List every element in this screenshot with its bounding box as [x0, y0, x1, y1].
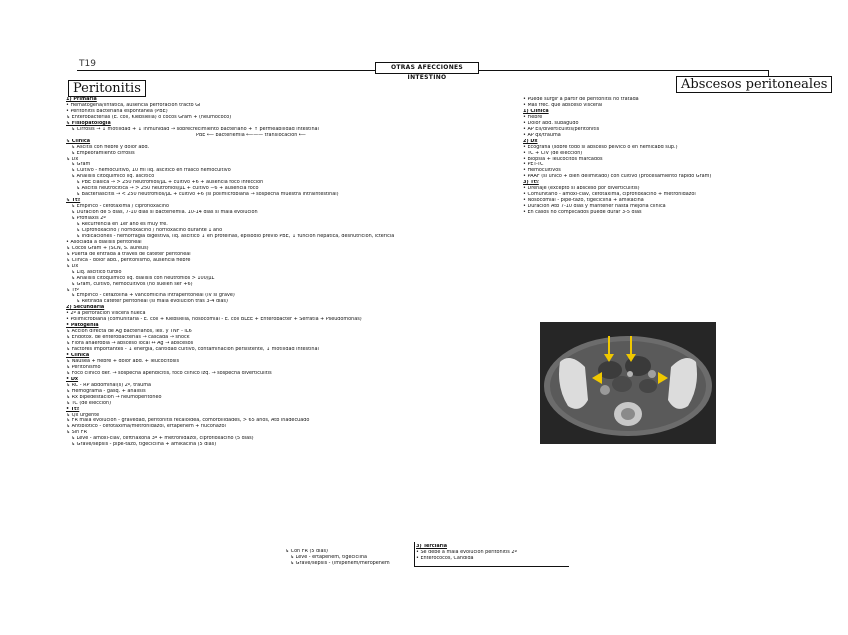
peritonitis-note-line: ↳ Cultivo - hemocultivo, 10 ml líq. ascítico en frasco hemocultivo	[71, 168, 231, 174]
abscesos-note-line: • TC + CIV (de elección)	[523, 150, 583, 156]
peritonitis-note-line: ↳ Hemograma - gasq. + análisis	[66, 388, 146, 394]
peritonitis-note-line: ↳ Grave/sepsis - (imipenem/meropenem	[290, 560, 390, 566]
abscesos-note-line: • Fiebre	[523, 114, 543, 120]
abscesos-note-line: • En casos no complicados puede durar 3-5 días	[523, 210, 642, 216]
ct-scan-image	[540, 322, 716, 444]
abscesos-note-line: • Puede surgir a partir de peritonitis no tratada	[523, 97, 639, 102]
peritonitis-note-line: ↳ Flora anaerobia → absceso local ↔ Ag → abscesos	[66, 341, 194, 347]
peritonitis-note-line: • Polimicrobiana (comunitaria - E. coli + Klebsiella, nosocomial - E. coli BLEE + Enterobacter + Serratia + Pseudomonas)	[66, 317, 362, 323]
peritonitis-note-line: ↳ Retirada catéter peritoneal (si mala evolución tras 3-4 días)	[76, 299, 228, 305]
terciaria-note-line: • Se debe a mala evolución peritonitis 2ª	[416, 549, 517, 555]
abscesos-note-line: • Ecografía (sobre todo si absceso pélvico o en hemicabd sup.)	[523, 144, 678, 150]
peritonitis-note-line: ↳ Clínica - dolor abd., peritonismo, ausencia fiebre	[66, 257, 191, 263]
peritonitis-note-line: • Ttº	[66, 406, 80, 412]
peritonitis-note-line: 1) Primaria	[66, 97, 97, 102]
section-title-abscesos: Abscesos peritoneales	[676, 76, 832, 93]
peritonitis-note-line: PBE ⟵ bacteriemia ⟵—— translocación ⟵	[196, 132, 306, 138]
peritonitis-note-line: ↳ Cirrosis → ↓ motilidad + ↓ inmunidad → sobrecrecimiento bacteriano + ↑ permeabilidad intestinal	[71, 126, 319, 132]
peritonitis-note-line: ↳ Análisis citoquímico líq. diálisis con neutrófilos > 100/μL	[71, 275, 215, 281]
peritonitis-note-line: ↳ Cocos Gram + (SCN, S. aureus)	[66, 245, 149, 251]
abscesos-note-line: 3) Ttº	[523, 180, 539, 186]
abscesos-note-line: • Drenaje (excepto si absceso por diverticulitis)	[523, 186, 640, 192]
peritonitis-note-line: ↳ Líq. ascítico turbio	[71, 269, 122, 275]
peritonitis-note-line: ↳ Bacteriascitis → < 250 neutrófilos/μL + cultivo +6 (si polimicrobiana → sospecha muestra intraintestinal)	[76, 192, 339, 198]
peritonitis-note-line: ↳ Fisiopatología	[66, 120, 111, 126]
terciaria-note-line: 3) Terciaria	[416, 544, 448, 549]
peritonitis-note-line: ↳ Duración de 5 días, 7-10 días si bacteriemia. 10-14 días si mala evolución	[71, 210, 258, 216]
peritonitis-note-line: ↳ Enterobacterias (E. coli, Klebsiella) o cocos Gram + (neumococo)	[66, 114, 232, 120]
terciaria-note-line: • Enterococos, Candida	[416, 555, 474, 561]
peritonitis-note-line: ↳ TC (de elección)	[66, 400, 112, 406]
peritonitis-note-line: • Peritonitis bacteriana espontánea (PBE)	[66, 108, 168, 114]
peritonitis-note-line: • 2ª a perforación víscera hueca	[66, 311, 146, 317]
peritonitis-note-line: ↳ Ascitis con fiebre y dolor abd.	[71, 144, 150, 150]
peritonitis-note-line: ↳ Gram, cultivo, hemocultivos (no suelen ser +6)	[71, 281, 193, 287]
peritonitis-note-line: • Patogenia	[66, 323, 99, 329]
peritonitis-note-line: • Asociada a diálisis peritoneal	[66, 239, 142, 245]
abscesos-note-line: • Más frec. que absceso visceral	[523, 102, 603, 108]
page-tag: T19	[79, 59, 96, 69]
peritonitis-note-line: ↳ Leve - ertapenem, tigeciclina	[290, 554, 368, 560]
peritonitis-note-line: ↳ Qx urgente	[66, 412, 100, 418]
peritonitis-note-line: ↳ PBE clásica → > 250 neutrófilos/μL + cultivo +6 + ausencia foco infección	[76, 180, 264, 186]
peritonitis-note-line: ↳ Profilaxis 2ª	[71, 216, 106, 222]
peritonitis-note-line: ↳ Antibiótico - cefotaxima/metronidazol, ertapenem + fluconazol	[66, 424, 226, 430]
peritonitis-note-line: ↳ Empírico - cefotaxima / ciprofloxacino	[71, 204, 169, 210]
peritonitis-note-line: ↳ Rx bipedestación → neumoperitoneo	[66, 394, 162, 400]
peritonitis-note-line: • Dx	[66, 376, 79, 382]
peritonitis-note-line: ↳ Endotox. de enterobacterias → cascada → shock	[66, 335, 190, 341]
peritonitis-note-line: ↳ Empírico - cefazolina + vancomicina intraperitoneal (IV si grave)	[71, 293, 235, 299]
abscesos-note-line: 1) Clínica	[523, 108, 549, 114]
abscesos-note-line: 2) Dx	[523, 138, 538, 144]
peritonitis-note-line: ↳ Náusea + fiebre + dolor abd. + leucocitosis	[66, 358, 180, 364]
peritonitis-note-line: 2) Secundaria	[66, 305, 105, 311]
peritonitis-note-line: ↳ Recurrencia en 1er año es muy fre.	[76, 222, 168, 228]
abscesos-note-line: • Dolor abd. subagudo	[523, 120, 579, 126]
peritonitis-note-line: ↳ Con FR (5 días)	[285, 549, 328, 554]
abscesos-note-line: • PET-TC	[523, 162, 544, 168]
peritonitis-note-line: • Clínica	[66, 352, 90, 358]
terciaria-notes	[416, 544, 568, 562]
peritonitis-note-line: ↳ Foco clínico der. → sospecha apendicitis, foco clínico izq. → sospecha diverticulitis	[66, 370, 272, 376]
abscesos-note-line: • Hemocultivos	[523, 168, 561, 174]
peritonitis-note-line: ↳ Ciprofloxacino / norfloxacino / norfloxacino durante 1 año	[76, 227, 223, 233]
peritonitis-note-line: ↳ Factores importantes - ↓ energía, cantidad cultivo, contaminación persistente, ↓ motilidad intestinal	[66, 347, 319, 353]
abscesos-note-line: • Duración Atb 7-10 días y mantener hasta mejoría clínica	[523, 204, 666, 210]
abscesos-note-line: • Biopsia + leucocitos marcados	[523, 156, 603, 162]
peritonitis-note-line: ↳ Ascitis neutrocítica → > 250 neutrófilos/μL + cultivo −6 + ausencia foco	[76, 186, 259, 192]
peritonitis-note-line: ↳ Clínica	[66, 138, 91, 144]
peritonitis-notes	[66, 97, 426, 448]
peritonitis-note-line: ↳ Sin FR	[66, 430, 87, 436]
peritonitis-note-line: ↳ Peritonismo	[66, 364, 101, 370]
peritonitis-note-line: ↳ Acción directa de Ag bacterianos, lex. y TNF - IL6	[66, 329, 192, 335]
ct-scan-drawing	[540, 322, 716, 444]
abscesos-notes	[523, 97, 785, 216]
peritonitis-note-line: ↳ Análisis citoquímico líq. ascítico	[71, 174, 155, 180]
peritonitis-note-line: ↳ Dx	[66, 156, 79, 162]
peritonitis-note-line: ↳ Ttº	[66, 287, 79, 293]
abscesos-note-line: • PAAF (si único + bien delimitado) con cultivo (procesamiento rápido Gram)	[523, 174, 712, 180]
peritonitis-note-line: ↳ Empeoramiento cirrosis	[71, 150, 135, 156]
peritonitis-note-line: ↳ Gram	[71, 162, 91, 168]
peritonitis-note-line: ↳ FR mala evolución - gravedad, peritonitis fecaloidea, comorbilidades, > 65 años, Atb inadecuado	[66, 418, 310, 424]
peritonitis-note-line: ↳ RC - RP abdominal(s) 2º, trauma	[66, 382, 152, 388]
header-title: OTRAS AFECCIONES INTESTINO	[375, 62, 479, 74]
abscesos-note-line: • Comunitario - amoxi-clav, cefotaxima, ciprofloxacino + metronidazol	[523, 192, 696, 198]
abscesos-note-line: • AP qx/trauma	[523, 132, 561, 138]
peritonitis-note-line: ↳ Leve - amoxi-clav, ceftriaxona 3ª + metronidazol, ciprofloxacino (5 días)	[71, 436, 254, 442]
peritonitis-note-line: ↳ Ttº	[66, 198, 81, 204]
abscesos-note-line: • AP EII/diverticulitis/peritonitis	[523, 126, 600, 132]
peritonitis-note-line: ↳ Grave/sepsis - pipe-tazo, tigeciclina + amikacina (5 días)	[71, 442, 217, 448]
peritonitis-note-line: ↳ Dx	[66, 263, 79, 269]
section-title-peritonitis: Peritonitis	[68, 80, 146, 97]
peritonitis-note-line: ↳ Puerta de entrada a través de catéter peritoneal	[66, 251, 191, 257]
abscesos-note-line: • Nosocomial - pipe-tazo, tigeciclina + amikacina	[523, 198, 644, 204]
peritonitis-notes-continued	[285, 549, 415, 567]
peritonitis-note-line: ↳ Indicaciones - hemorragia digestiva, líq. ascítico ↓ en proteínas, episodio previo PBE, ↓ función hepática, desnutrición, ictericia	[76, 233, 395, 239]
peritonitis-note-line: • Hematógena/linfática, ausencia perforación tracto GI	[66, 102, 201, 108]
